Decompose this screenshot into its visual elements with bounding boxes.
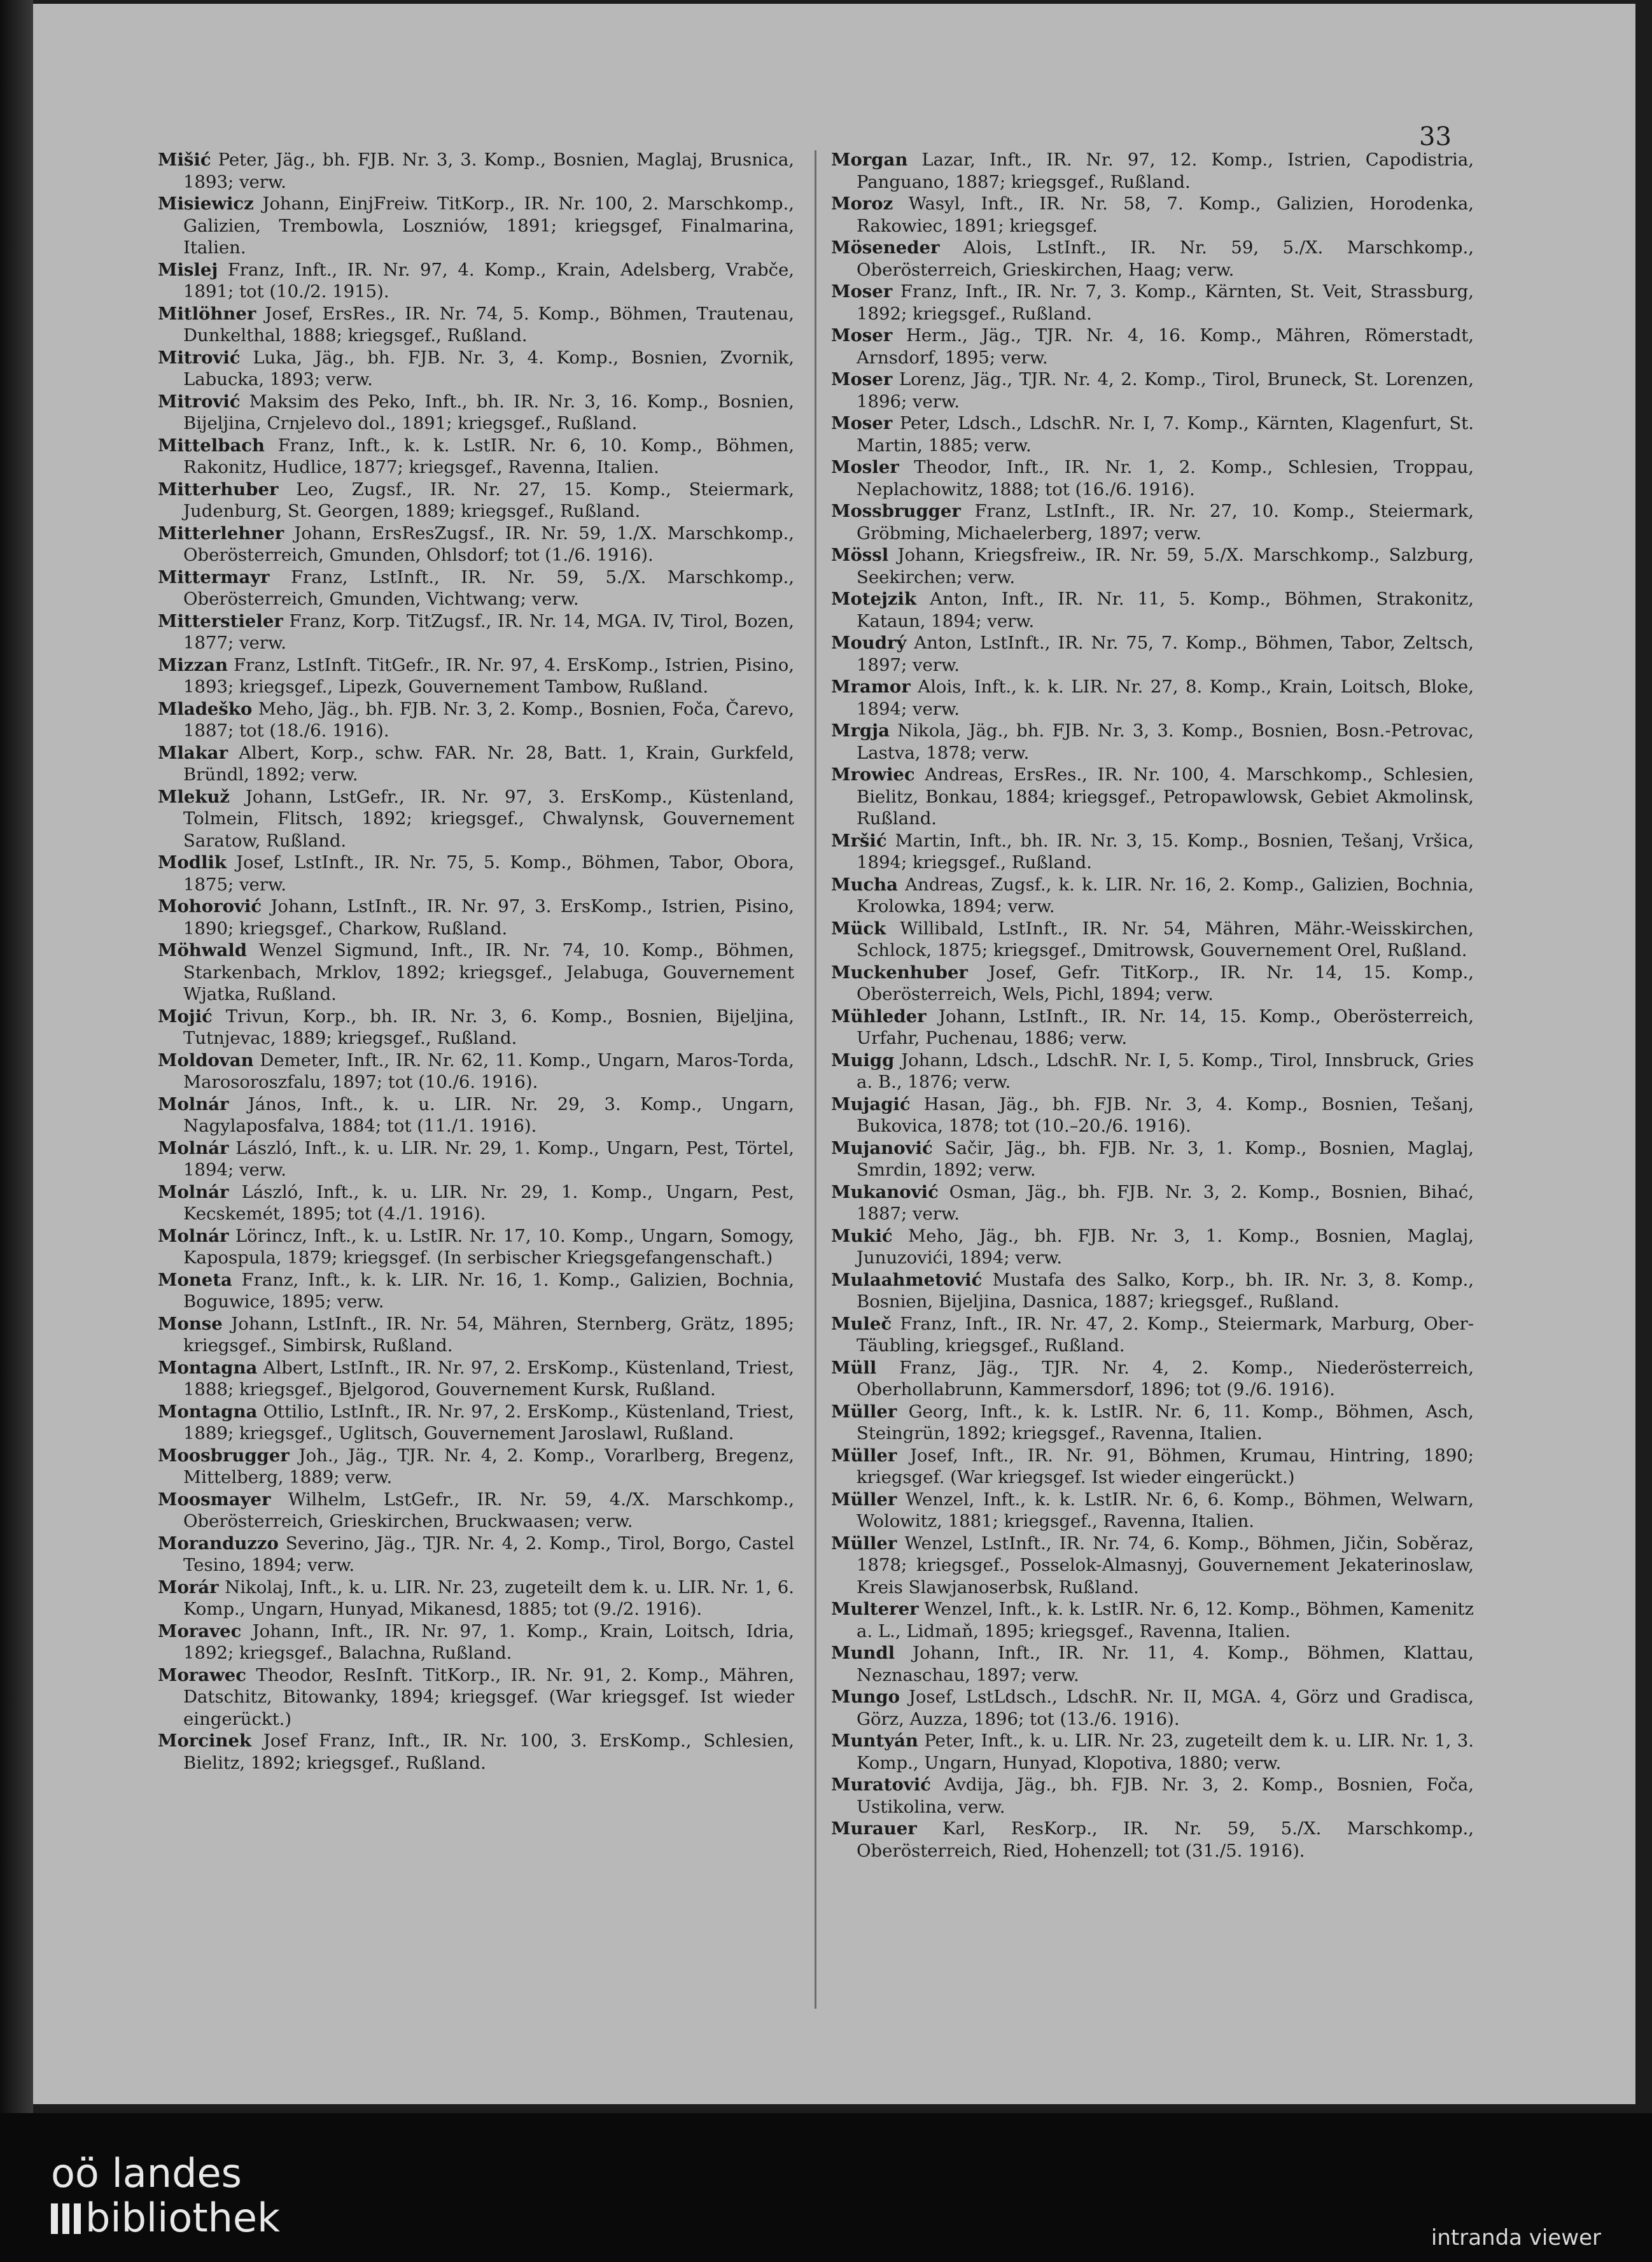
scanned-page [33,4,1635,2104]
list-item [158,1730,794,1774]
list-item [831,1818,1474,1862]
viewer-label: intranda viewer [1431,2225,1601,2251]
list-item [158,1577,794,1620]
list-item [831,720,1474,764]
list-item [831,830,1474,874]
list-item [158,1181,794,1225]
entry-details: Johann, Inft., IR. Nr. 97, 1. Komp., Krain, Loitsch, Idria, 1892; kriegsgef., Balachna, Rußland. [183,1620,794,1663]
entry-details: Herm., Jäg., TJR. Nr. 4, 16. Komp., Mähren, Römerstadt, Arnsdorf, 1895; verw. [857,325,1474,368]
list-item [158,1050,794,1093]
list-item [158,566,794,610]
entry-surname: Mucha [831,874,898,895]
list-item [158,742,794,786]
entry-surname: Mundl [831,1643,895,1663]
entry-details: Willibald, LstInft., IR. Nr. 54, Mähren, Mähr.-Weisskirchen, Schlock, 1875; kriegsgef., Dmitrowsk, Gouvernement Orel, Rußland. [857,918,1474,960]
entry-details: Lorenz, Jäg., TJR. Nr. 4, 2. Komp., Tirol, Bruneck, St. Lorenzen, 1896; verw. [857,369,1474,412]
entry-details: Osman, Jäg., bh. FJB. Nr. 3, 2. Komp., Bosnien, Bihać, 1887; verw. [857,1181,1474,1224]
list-item [158,1664,794,1731]
entry-details: Theodor, ResInft. TitKorp., IR. Nr. 91, 2. Komp., Mähren, Datschitz, Bitowanky, 1894; kriegsgef. (War kriegsgef. Ist wieder eingerückt.) [183,1664,794,1729]
entry-details: Meho, Jäg., bh. FJB. Nr. 3, 2. Komp., Bosnien, Foča, Čarevo, 1887; tot (18./6. 1916). [183,698,794,741]
entry-details: Alois, Inft., k. k. LIR. Nr. 27, 8. Komp., Krain, Loitsch, Bloke, 1894; verw. [857,677,1474,719]
entry-details: Avdija, Jäg., bh. FJB. Nr. 3, 2. Komp., Bosnien, Foča, Ustikolina, verw. [857,1774,1474,1817]
list-item [158,1401,794,1445]
list-item [831,456,1474,500]
entry-details: Franz, Inft., IR. Nr. 97, 4. Komp., Krain, Adelsberg, Vrabče, 1891; tot (10./2. 1915). [183,259,794,302]
list-item [831,764,1474,830]
entry-surname: Müller [831,1401,897,1422]
list-item [158,1093,794,1137]
list-item [158,786,794,852]
list-item [158,391,794,435]
entry-surname: Moudrý [831,633,907,653]
entry-details: Franz, Inft., IR. Nr. 47, 2. Komp., Steiermark, Marburg, Ober-Täubling, kriegsgef., Rußland. [857,1313,1474,1356]
entry-surname: Moser [831,369,893,390]
entry-surname: Moosbrugger [158,1445,290,1466]
entry-surname: Morawec [158,1664,247,1685]
list-item [158,1006,794,1050]
entry-surname: Murauer [831,1818,917,1839]
entry-details: Hasan, Jäg., bh. FJB. Nr. 3, 4. Komp., Bosnien, Tešanj, Bukovica, 1878; tot (10.–20./6. 1916). [857,1093,1474,1136]
entry-surname: Mlakar [158,742,228,763]
entry-details: Franz, Korp. TitZugsf., IR. Nr. 14, MGA. IV, Tirol, Bozen, 1877; verw. [183,610,794,653]
entry-surname: Moser [831,281,893,302]
entry-details: János, Inft., k. u. LIR. Nr. 29, 3. Komp., Ungarn, Nagylaposfalva, 1884; tot (11./1. 1916). [183,1093,795,1136]
entry-surname: Mrgja [831,720,890,741]
entry-surname: Moneta [158,1269,232,1290]
logo-bars-icon [51,2198,85,2243]
entry-surname: Mitrović [158,347,241,368]
entry-details: Anton, LstInft., IR. Nr. 75, 7. Komp., Böhmen, Tabor, Zeltsch, 1897; verw. [857,633,1474,675]
list-item [831,149,1474,193]
entry-details: Mustafa des Salko, Korp., bh. IR. Nr. 3, 8. Komp., Bosnien, Bijeljina, Dasnica, 1887; kriegsgef., Rußland. [857,1269,1474,1312]
right-column [831,149,1474,1862]
entry-details: Alois, LstInft., IR. Nr. 59, 5./X. Marschkomp., Oberösterreich, Grieskirchen, Haag; verw. [857,237,1474,280]
entry-details: Peter, Ldsch., LdschR. Nr. I, 7. Komp., Kärnten, Klagenfurt, St. Martin, 1885; verw. [857,413,1474,456]
entry-details: Josef, ErsRes., IR. Nr. 74, 5. Komp., Böhmen, Trautenau, Dunkelthal, 1888; kriegsgef., Rußland. [183,303,794,346]
entry-surname: Müller [831,1445,897,1466]
list-item [831,281,1474,325]
entry-details: Andreas, Zugsf., k. k. LIR. Nr. 16, 2. Komp., Galizien, Bochnia, Krolowka, 1894; verw. [857,874,1474,917]
list-item [831,325,1474,369]
entry-surname: Moroz [831,193,893,214]
list-item [831,1225,1474,1269]
entry-surname: Moranduzzo [158,1533,279,1554]
entry-details: Martin, Inft., bh. IR. Nr. 3, 15. Komp., Bosnien, Tešanj, Vršica, 1894; kriegsgef., Rußland. [857,830,1474,873]
entry-details: Sačir, Jäg., bh. FJB. Nr. 3, 1. Komp., Bosnien, Maglaj, Smrdin, 1892; verw. [857,1137,1474,1180]
list-item [158,852,794,896]
entry-surname: Mlekuž [158,786,230,807]
entry-surname: Möhwald [158,940,247,960]
entry-surname: Moser [831,325,893,346]
entry-details: Wasyl, Inft., IR. Nr. 58, 7. Komp., Galizien, Horodenka, Rakowiec, 1891; kriegsgef. [857,193,1474,236]
entry-details: Peter, Inft., k. u. LIR. Nr. 23, zugeteilt dem k. u. LIR. Nr. 1, 3. Komp., Ungarn, Hunyad, Klopotiva, 1880; verw. [857,1731,1474,1773]
entry-surname: Mišić [158,150,211,170]
column-divider [815,150,816,2009]
entry-details: Johann, Ldsch., LdschR. Nr. I, 5. Komp., Tirol, Innsbruck, Gries a. B., 1876; verw. [857,1050,1474,1092]
list-item [831,1445,1474,1489]
entry-surname: Mössl [831,545,889,565]
entry-surname: Mislej [158,259,218,280]
entry-surname: Monse [158,1313,223,1334]
entry-surname: Modlik [158,852,227,873]
list-item [831,874,1474,918]
list-item [831,676,1474,720]
entry-details: Lazar, Inft., IR. Nr. 97, 12. Komp., Istrien, Capodistria, Panguano, 1887; kriegsgef., Rußland. [857,150,1474,192]
entry-surname: Mohorović [158,896,262,917]
entry-details: Nikola, Jäg., bh. FJB. Nr. 3, 3. Komp., Bosnien, Bosn.-Petrovac, Lastva, 1878; verw. [857,720,1474,763]
entry-surname: Mramor [831,677,911,697]
entry-surname: Mittelbach [158,435,265,456]
list-item [158,1137,794,1181]
entry-surname: Mossbrugger [831,501,961,521]
list-item [831,1730,1474,1774]
entry-details: Joh., Jäg., TJR. Nr. 4, 2. Komp., Vorarlberg, Bregenz, Mittelberg, 1889; verw. [183,1445,794,1487]
entry-surname: Molnár [158,1181,229,1202]
entry-surname: Müller [831,1489,897,1510]
entry-surname: Mukić [831,1225,893,1246]
entry-surname: Mojić [158,1006,213,1027]
list-item [158,347,794,391]
list-item [831,588,1474,632]
list-item [158,303,794,347]
entry-surname: Mukanović [831,1181,939,1202]
entry-surname: Muratović [831,1774,931,1795]
entry-surname: Mungo [831,1687,900,1707]
entry-details: Josef Franz, Inft., IR. Nr. 100, 3. ErsKomp., Schlesien, Bielitz, 1892; kriegsgef., Rußland. [183,1731,794,1773]
entry-details: Franz, Inft., IR. Nr. 7, 3. Komp., Kärnten, St. Veit, Strassburg, 1892; kriegsgef., Rußland. [857,281,1474,324]
entry-details: Johann, Inft., IR. Nr. 11, 4. Komp., Böhmen, Klattau, Neznaschau, 1897; verw. [857,1643,1474,1685]
entry-surname: Mrowiec [831,764,915,785]
list-item [831,1181,1474,1225]
entry-surname: Mück [831,918,886,939]
list-item [158,1489,794,1533]
entry-surname: Mizzan [158,654,228,675]
entry-details: Johann, LstGefr., IR. Nr. 97, 3. ErsKomp., Küstenland, Tolmein, Flitsch, 1892; kriegsgef., Chwalynsk, Gouvernement Saratow, Rußland. [183,786,794,851]
list-item [831,500,1474,544]
entry-details: Franz, Jäg., TJR. Nr. 4, 2. Komp., Niederösterreich, Oberhollabrunn, Kammersdorf, 1896; tot (9./6. 1916). [857,1357,1474,1400]
entry-details: Johann, Kriegsfreiw., IR. Nr. 59, 5./X. Marschkomp., Salzburg, Seekirchen; verw. [857,545,1474,587]
list-item [158,1313,794,1357]
entry-surname: Molnár [158,1225,229,1246]
entry-surname: Morgan [831,150,908,170]
list-item [831,544,1474,588]
entry-surname: Mittermayr [158,566,270,587]
entry-details: Wenzel Sigmund, Inft., IR. Nr. 74, 10. Komp., Böhmen, Starkenbach, Mrklov, 1892; kriegsgef., Jelabuga, Gouvernement Wjatka, Rußland. [183,940,794,1004]
entry-details: Johann, EinjFreiw. TitKorp., IR. Nr. 100, 2. Marschkomp., Galizien, Trembowla, Loszniów, 1891; kriegsgef, Finalmarina, Italien. [183,193,794,258]
entry-details: Georg, Inft., k. k. LstIR. Nr. 6, 11. Komp., Böhmen, Asch, Steingrün, 1892; kriegsgef., Ravenna, Italien. [857,1401,1474,1444]
entry-details: Johann, LstInft., IR. Nr. 14, 15. Komp., Oberösterreich, Urfahr, Puchenau, 1886; verw. [857,1006,1474,1048]
entry-details: Josef, LstLdsch., LdschR. Nr. II, MGA. 4, Görz und Gradisca, Görz, Auzza, 1896; tot (13./6. 1916). [857,1687,1474,1729]
entry-surname: Molnár [158,1137,229,1158]
entry-surname: Muntyán [831,1731,918,1751]
list-item [831,1489,1474,1533]
entry-surname: Moravec [158,1620,242,1641]
entry-details: Josef, Gefr. TitKorp., IR. Nr. 14, 15. Komp., Oberösterreich, Wels, Pichl, 1894; verw. [857,962,1474,1004]
entry-surname: Morár [158,1577,219,1598]
entry-details: Maksim des Peko, Inft., bh. IR. Nr. 3, 16. Komp., Bosnien, Bijeljina, Crnjelevo dol., 1891; kriegsgef., Rußland. [183,391,794,433]
list-item [831,632,1474,676]
entry-surname: Mitterhuber [158,479,279,500]
list-item [831,1269,1474,1313]
list-item [831,1642,1474,1686]
entry-details: Meho, Jäg., bh. FJB. Nr. 3, 1. Komp., Bosnien, Maglaj, Junuzovići, 1894; verw. [857,1225,1474,1268]
list-item [831,237,1474,281]
logo-line-1: oö landes [51,2150,242,2196]
entry-surname: Moldovan [158,1050,254,1071]
library-logo [51,2151,280,2243]
entry-details: Johann, ErsResZugsf., IR. Nr. 59, 1./X. Marschkomp., Oberösterreich, Gmunden, Ohlsdorf; tot (1./6. 1916). [183,523,794,565]
entry-details: Peter, Jäg., bh. FJB. Nr. 3, 3. Komp., Bosnien, Maglaj, Brusnica, 1893; verw. [183,150,794,192]
entry-details: Franz, Inft., k. k. LIR. Nr. 16, 1. Komp., Galizien, Bochnia, Boguwice, 1895; verw. [183,1269,794,1312]
list-item [158,1357,794,1401]
entry-details: Leo, Zugsf., IR. Nr. 27, 15. Komp., Steiermark, Judenburg, St. Georgen, 1889; kriegsgef., Rußland. [183,479,794,521]
entry-details: Wenzel, Inft., k. k. LstIR. Nr. 6, 6. Komp., Böhmen, Welwarn, Wolowitz, 1881; kriegsgef., Ravenna, Italien. [857,1489,1474,1531]
entry-surname: Mosler [831,457,899,477]
entry-surname: Motejzik [831,589,917,609]
entry-surname: Muleč [831,1313,892,1334]
entry-surname: Mujagić [831,1093,911,1114]
list-item [831,1533,1474,1599]
list-item [831,1006,1474,1050]
list-item [831,1137,1474,1181]
list-item [831,1313,1474,1357]
left-column [158,149,794,1774]
entry-surname: Möseneder [831,237,940,258]
entry-surname: Molnár [158,1093,229,1114]
list-item [831,1401,1474,1445]
entry-surname: Mühleder [831,1006,927,1027]
list-item [158,1445,794,1489]
entry-surname: Mladeško [158,698,253,719]
list-item [831,412,1474,456]
entry-details: Theodor, Inft., IR. Nr. 1, 2. Komp., Schlesien, Troppau, Neplachowitz, 1888; tot (16./6. 1916). [857,457,1474,500]
entry-details: Andreas, ErsRes., IR. Nr. 100, 4. Marschkomp., Schlesien, Bielitz, Bonkau, 1884; kriegsgef., Petropawlowsk, Gebiet Akmolinsk, Rußland. [857,764,1474,829]
entry-surname: Mitterstieler [158,610,283,631]
logo-line-2: bibliothek [85,2195,280,2241]
page-gutter [0,0,33,2113]
entry-details: Albert, Korp., schw. FAR. Nr. 28, Batt. 1, Krain, Gurkfeld, Bründl, 1892; verw. [183,742,794,785]
entry-details: Severino, Jäg., TJR. Nr. 4, 2. Komp., Tirol, Borgo, Castel Tesino, 1894; verw. [183,1533,794,1575]
entry-details: László, Inft., k. u. LIR. Nr. 29, 1. Komp., Ungarn, Pest, Kecskemét, 1895; tot (4./1. 1916). [183,1181,794,1224]
entry-surname: Mitrović [158,391,241,412]
list-item [831,962,1474,1006]
page-number: 33 [1419,122,1452,151]
entry-details: Johann, LstInft., IR. Nr. 97, 3. ErsKomp., Istrien, Pisino, 1890; kriegsgef., Charkow, Rußland. [183,896,794,939]
list-item [831,1050,1474,1093]
list-item [158,610,794,654]
list-item [831,1357,1474,1401]
entry-surname: Montagna [158,1357,258,1378]
entry-details: Luka, Jäg., bh. FJB. Nr. 3, 4. Komp., Bosnien, Zvornik, Labucka, 1893; verw. [183,347,794,390]
entry-surname: Moser [831,413,893,433]
list-item [831,1093,1474,1137]
list-item [158,698,794,742]
entry-surname: Muigg [831,1050,895,1071]
entry-surname: Mulaahmetović [831,1269,983,1290]
entry-details: László, Inft., k. u. LIR. Nr. 29, 1. Komp., Ungarn, Pest, Törtel, 1894; verw. [183,1137,794,1180]
entry-surname: Mitterlehner [158,523,284,544]
entry-surname: Mitlöhner [158,303,256,324]
list-item [831,193,1474,237]
entry-surname: Misiewicz [158,193,254,214]
entry-details: Anton, Inft., IR. Nr. 11, 5. Komp., Böhmen, Strakonitz, Kataun, 1894; verw. [857,589,1474,631]
entry-surname: Morcinek [158,1731,252,1751]
list-item [158,654,794,698]
list-item [158,1269,794,1313]
list-item [158,523,794,566]
list-item [158,479,794,523]
entry-surname: Mujanović [831,1137,933,1158]
entry-details: Lörincz, Inft., k. u. LstIR. Nr. 17, 10. Komp., Ungarn, Somogy, Kapospula, 1879; kriegsgef. (In serbischer Kriegsgefangenschaft.) [183,1225,795,1268]
list-item [158,896,794,939]
entry-details: Josef, Inft., IR. Nr. 91, Böhmen, Krumau, Hintring, 1890; kriegsgef. (War kriegsgef. Ist wieder eingerückt.) [857,1445,1474,1487]
list-item [158,193,794,259]
list-item [158,1225,794,1269]
list-item [831,1598,1474,1642]
list-item [831,1774,1474,1818]
list-item [158,939,794,1006]
entry-surname: Müller [831,1533,897,1554]
entry-details: Nikolaj, Inft., k. u. LIR. Nr. 23, zugeteilt dem k. u. LIR. Nr. 1, 6. Komp., Ungarn, Hunyad, Mikanesd, 1885; tot (9./2. 1916). [183,1577,794,1619]
entry-details: Wenzel, LstInft., IR. Nr. 74, 6. Komp., Böhmen, Jičin, Soběraz, 1878; kriegsgef., Posselok-Almasnyj, Gouvernement Jekaterinoslaw, Kreis Slawjanoserbsk, Rußland. [857,1533,1474,1598]
list-item [158,149,794,193]
entry-surname: Multerer [831,1599,919,1619]
entry-surname: Montagna [158,1401,258,1422]
entry-details: Franz, LstInft., IR. Nr. 27, 10. Komp., Steiermark, Gröbming, Michaelerberg, 1897; verw. [857,501,1474,544]
list-item [831,918,1474,962]
entry-details: Wenzel, Inft., k. k. LstIR. Nr. 6, 12. Komp., Böhmen, Kamenitz a. L., Lidmaň, 1895; kriegsgef., Ravenna, Italien. [857,1599,1474,1641]
entry-details: Wilhelm, LstGefr., IR. Nr. 59, 4./X. Marschkomp., Oberösterreich, Grieskirchen, Bruckwaasen; verw. [183,1489,794,1531]
entry-details: Karl, ResKorp., IR. Nr. 59, 5./X. Marschkomp., Oberösterreich, Ried, Hohenzell; tot (31./5. 1916). [857,1818,1474,1861]
entry-surname: Moosmayer [158,1489,271,1510]
entry-details: Trivun, Korp., bh. IR. Nr. 3, 6. Komp., Bosnien, Bijeljina, Tutnjevac, 1889; kriegsgef., Rußland. [183,1006,794,1048]
list-item [831,369,1474,412]
entry-surname: Mršić [831,830,887,851]
entry-details: Albert, LstInft., IR. Nr. 97, 2. ErsKomp., Küstenland, Triest, 1888; kriegsgef., Bjelgorod, Gouvernement Kursk, Rußland. [183,1357,794,1400]
entry-surname: Müll [831,1357,877,1378]
entry-details: Demeter, Inft., IR. Nr. 62, 11. Komp., Ungarn, Maros-Torda, Marosoroszfalu, 1897; tot (10./6. 1916). [183,1050,794,1092]
entry-details: Franz, LstInft. TitGefr., IR. Nr. 97, 4. ErsKomp., Istrien, Pisino, 1893; kriegsgef., Lipezk, Gouvernement Tambow, Rußland. [183,654,794,697]
list-item [158,435,794,479]
list-item [831,1686,1474,1730]
entry-surname: Muckenhuber [831,962,968,983]
list-item [158,1620,794,1664]
entry-details: Johann, LstInft., IR. Nr. 54, Mähren, Sternberg, Grätz, 1895; kriegsgef., Simbirsk, Rußland. [183,1313,794,1356]
entry-details: Franz, LstInft., IR. Nr. 59, 5./X. Marschkomp., Oberösterreich, Gmunden, Vichtwang; verw. [183,566,794,609]
entry-details: Josef, LstInft., IR. Nr. 75, 5. Komp., Böhmen, Tabor, Obora, 1875; verw. [183,852,794,895]
list-item [158,1533,794,1577]
entry-details: Ottilio, LstInft., IR. Nr. 97, 2. ErsKomp., Küstenland, Triest, 1889; kriegsgef., Uglitsch, Gouvernement Jaroslawl, Rußland. [183,1401,794,1444]
entry-details: Franz, Inft., k. k. LstIR. Nr. 6, 10. Komp., Böhmen, Rakonitz, Hudlice, 1877; kriegsgef., Ravenna, Italien. [183,435,794,477]
list-item [158,259,794,303]
